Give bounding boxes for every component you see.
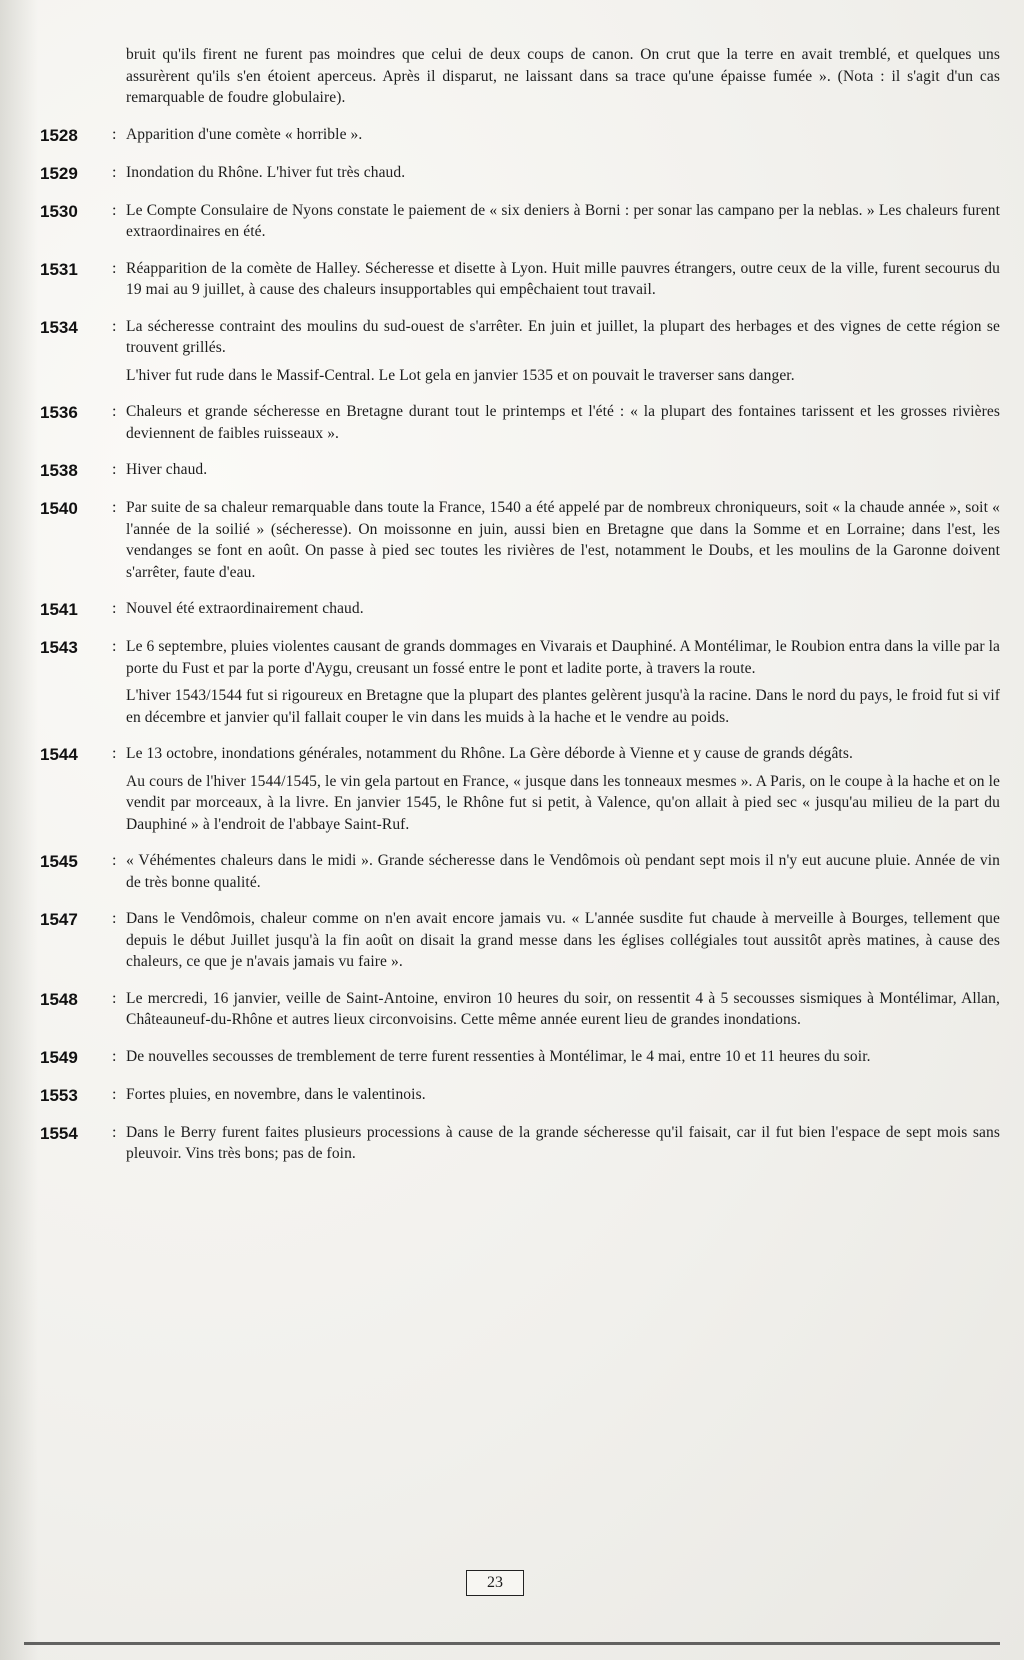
entry-paragraph: Le Compte Consulaire de Nyons constate le paiement de « six deniers à Borni : per sonar las campano per la neblas. » Les chaleurs furent extraordinaires en été. xyxy=(126,201,1000,240)
year-separator: : xyxy=(112,403,117,420)
year-separator: : xyxy=(112,163,117,181)
chronicle-entry xyxy=(40,258,1000,301)
year-separator: : xyxy=(112,317,117,335)
entry-year: 1528 xyxy=(40,125,78,145)
chronicle-entry xyxy=(40,162,1000,185)
year-separator: : xyxy=(112,1047,117,1065)
entry-paragraph: Dans le Berry furent faites plusieurs processions à cause de la grande sécheresse qu'il faisait, car il fut bien l'espace de sept mois sans pleuvoir. Vins très bons; pas de foin. xyxy=(126,1123,1000,1162)
chronicle-entry xyxy=(40,636,1000,728)
entry-body xyxy=(126,743,1000,835)
entry-year: 1553 xyxy=(40,1085,78,1105)
entry-list xyxy=(40,124,1000,1165)
chronicle-entry xyxy=(40,1084,1000,1107)
entry-year: 1545 xyxy=(40,852,78,871)
entry-paragraph: La sécheresse contraint des moulins du sud-ouest de s'arrêter. En juin et juillet, la plupart des herbages et des vignes de cette région se trouvent grillés. xyxy=(126,317,1000,356)
chronicle-entry xyxy=(40,598,1000,621)
entry-body xyxy=(126,908,1000,973)
entry-body xyxy=(126,316,1000,387)
chronicle-entry xyxy=(40,850,1000,893)
chronicle-entry xyxy=(40,988,1000,1031)
chronicle-entry xyxy=(40,743,1000,835)
entry-paragraph: Le 13 octobre, inondations générales, notamment du Rhône. La Gère déborde à Vienne et y cause de grands dégâts. xyxy=(126,745,853,762)
entry-paragraph: Le 6 septembre, pluies violentes causant de grands dommages en Vivarais et Dauphiné. A Montélimar, le Roubion entra dans la ville par la porte du Fust et par la porte d'Aygu, creusant un fossé entre le pont et ladite porte, à travers la route. xyxy=(126,638,1000,677)
entry-year: 1536 xyxy=(40,403,78,422)
year-separator: : xyxy=(112,1123,117,1141)
entry-paragraph: Dans le Vendômois, chaleur comme on n'en avait encore jamais vu. « L'année susdite fut chaude à merveille à Bourges, tellement que depuis le début Juillet jusqu'à la fin août on disait la grand messe dans les églises collégiales tout aussitôt après matines, à cause des chaleurs, ce que je n'avais jamais vu faire ». xyxy=(126,910,1000,970)
entry-paragraph: Le mercredi, 16 janvier, veille de Saint-Antoine, environ 10 heures du soir, on ressentit 4 à 5 secousses sismiques à Montélimar, Allan, Châteauneuf-du-Rhône et autres lieux circonvoisins. Cette même année eurent lieu de grandes inondations. xyxy=(126,989,1000,1028)
chronicle-entry xyxy=(40,1122,1000,1165)
entry-paragraph: De nouvelles secousses de tremblement de terre furent ressenties à Montélimar, le 4 mai, entre 10 et 11 heures du soir. xyxy=(126,1047,871,1065)
entry-year: 1547 xyxy=(40,910,78,929)
entry-body xyxy=(126,497,1000,583)
chronicle-entry xyxy=(40,1046,1000,1069)
entry-paragraph: Inondation du Rhône. L'hiver fut très chaud. xyxy=(126,163,406,181)
bottom-rule xyxy=(24,1642,1000,1645)
entry-body xyxy=(126,636,1000,728)
year-separator: : xyxy=(112,989,117,1007)
year-separator: : xyxy=(112,852,117,869)
year-separator: : xyxy=(112,745,117,762)
scan-margin-shadow xyxy=(0,0,38,1660)
entry-body xyxy=(126,459,1000,481)
entry-year: 1554 xyxy=(40,1123,78,1143)
year-separator: : xyxy=(112,638,117,655)
entry-body xyxy=(126,401,1000,444)
entry-paragraph: Réapparition de la comète de Halley. Sécheresse et disette à Lyon. Huit mille pauvres étrangers, outre ceux de la ville, furent secourus du 19 mai au 9 juillet, à cause des chaleurs insupportables qui empêchaient tout travail. xyxy=(126,259,1000,298)
entry-body xyxy=(126,988,1000,1031)
entry-year: 1541 xyxy=(40,600,78,619)
chronicle-entry xyxy=(40,459,1000,482)
entry-year: 1544 xyxy=(40,745,78,764)
intro-continuation xyxy=(40,44,1000,109)
entry-paragraph: L'hiver 1543/1544 fut si rigoureux en Bretagne que la plupart des plantes gelèrent jusqu'à la racine. Dans le nord du pays, le froid fut si vif en décembre et janvier qu'il fallait couper le vin dans les muids à la hache et le vendre au poids. xyxy=(126,687,1000,726)
chronicle-entry xyxy=(40,497,1000,583)
entry-year: 1548 xyxy=(40,989,78,1009)
entry-body xyxy=(126,124,1000,146)
entry-body xyxy=(126,162,1000,184)
entry-year: 1534 xyxy=(40,317,78,337)
chronicle-entry xyxy=(40,316,1000,387)
chronicle-entry xyxy=(40,124,1000,147)
entry-year: 1538 xyxy=(40,461,78,480)
entry-year: 1530 xyxy=(40,201,78,221)
entry-body xyxy=(126,1122,1000,1165)
year-separator: : xyxy=(112,1085,117,1103)
entry-year: 1540 xyxy=(40,499,78,518)
entry-body xyxy=(126,1046,1000,1068)
entry-year: 1549 xyxy=(40,1047,78,1067)
entry-body xyxy=(126,258,1000,301)
entry-body xyxy=(126,850,1000,893)
year-separator: : xyxy=(112,499,117,516)
entry-paragraph: Nouvel été extraordinairement chaud. xyxy=(126,600,364,617)
entry-paragraph: Au cours de l'hiver 1544/1545, le vin gela partout en France, « jusque dans les tonneaux mesmes ». A Paris, on le coupe à la hache et on le vendit par morceaux, à la livre. En janvier 1545, le Rhône fut si petit, à Valence, qu'on allait à pied sec « jusqu'au milieu de la part du Dauphiné » à l'endroit de l'abbaye Saint-Ruf. xyxy=(126,772,1000,833)
entry-year: 1531 xyxy=(40,259,78,279)
entry-body xyxy=(126,200,1000,243)
entry-paragraph: Apparition d'une comète « horrible ». xyxy=(126,125,363,143)
entry-year: 1543 xyxy=(40,638,78,657)
year-separator: : xyxy=(112,600,117,617)
year-separator: : xyxy=(112,910,117,927)
chronicle-entry xyxy=(40,908,1000,973)
entry-paragraph: « Véhémentes chaleurs dans le midi ». Grande sécheresse dans le Vendômois où pendant sept mois il n'y eut aucune pluie. Année de vin de très bonne qualité. xyxy=(126,852,1000,891)
chronicle-entries xyxy=(40,44,1000,1180)
year-separator: : xyxy=(112,259,117,277)
entry-paragraph: Chaleurs et grande sécheresse en Bretagne durant tout le printemps et l'été : « la plupart des fontaines tarissent et les grosses rivières deviennent de faibles ruisseaux ». xyxy=(126,403,1000,442)
entry-paragraph: L'hiver fut rude dans le Massif-Central. Le Lot gela en janvier 1535 et on pouvait le traverser sans danger. xyxy=(126,366,795,384)
chronicle-entry xyxy=(40,200,1000,243)
entry-paragraph: Fortes pluies, en novembre, dans le valentinois. xyxy=(126,1085,426,1103)
intro-paragraph: bruit qu'ils firent ne furent pas moindres que celui de deux coups de canon. On crut que la terre en avait tremblé, et quelques uns assurèrent qu'ils s'en étoient aperceus. Après il disparut, ne laissant dans sa trace qu'une épaisse fumée ». (Nota : il s'agit d'un cas remarquable de foudre globulaire). xyxy=(126,46,1000,106)
entry-paragraph: Hiver chaud. xyxy=(126,461,208,478)
entry-year: 1529 xyxy=(40,163,78,183)
year-separator: : xyxy=(112,125,117,143)
page-number: 23 xyxy=(466,1570,524,1596)
entry-body xyxy=(126,598,1000,620)
page-footer xyxy=(0,1570,1024,1660)
year-separator: : xyxy=(112,201,117,219)
entry-paragraph: Par suite de sa chaleur remarquable dans toute la France, 1540 a été appelé par de nombreux chroniqueurs, soit « la chaude année », soit « l'année de la soilié » (sécheresse). On moissonne en juin, aussi bien en Bretagne que dans la Somme et en Lorraine; dans l'est, les vendanges se font en août. On passe à pied sec toutes les rivières de l'est, notamment le Doubs, et les moulins de la Garonne doivent s'arrêter, faute d'eau. xyxy=(126,499,1000,581)
chronicle-entry xyxy=(40,401,1000,444)
entry-body xyxy=(126,1084,1000,1106)
year-separator: : xyxy=(112,461,117,478)
